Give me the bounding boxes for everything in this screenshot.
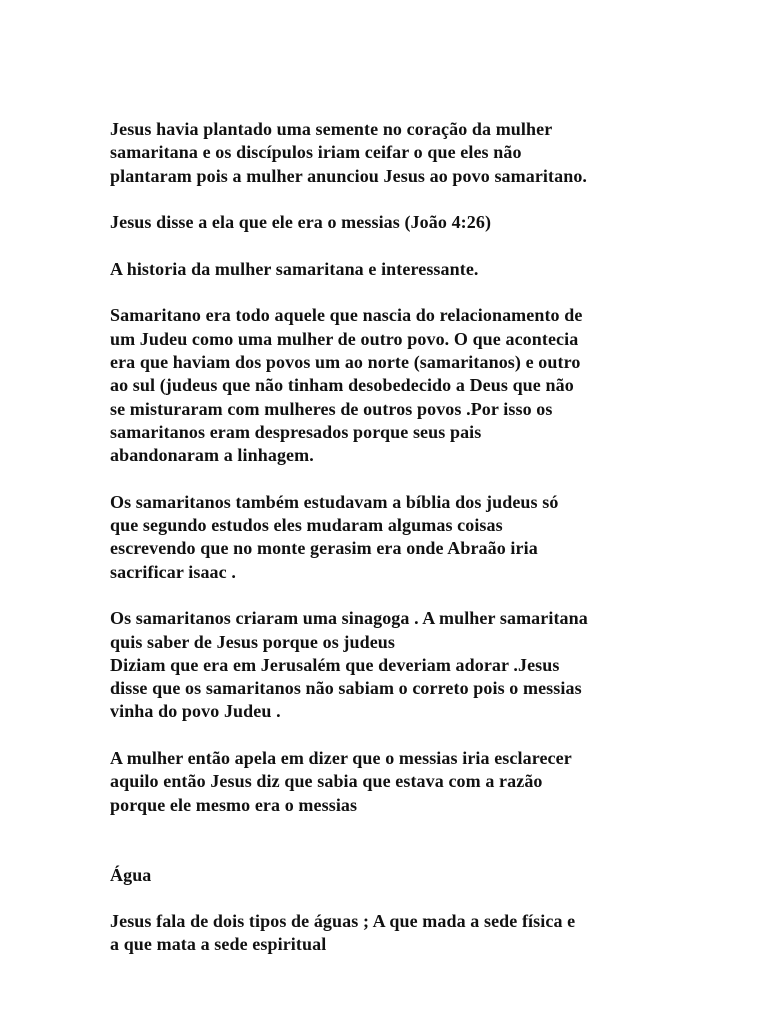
text-line: escrevendo que no monte gerasim era onde Abraão iria	[110, 538, 538, 559]
text-line: que segundo estudos eles mudaram algumas coisas	[110, 515, 503, 536]
text-line: Os samaritanos criaram uma sinagoga . A mulher samaritana	[110, 608, 588, 629]
paragraph-6	[110, 607, 670, 723]
paragraph-3	[110, 258, 670, 281]
text-line: samaritanos eram despresados porque seus pais	[110, 421, 482, 442]
text-line: samaritana e os discípulos iriam ceifar o que eles não	[110, 142, 522, 163]
text-line: Diziam que era em Jerusalém que deveriam adorar .Jesus	[110, 654, 560, 675]
paragraph-5	[110, 491, 670, 584]
text-line: Jesus fala de dois tipos de águas ; A que mada a sede física e	[110, 911, 576, 932]
paragraph-4	[110, 304, 670, 467]
text-line: plantaram pois a mulher anunciou Jesus ao povo samaritano.	[110, 165, 588, 186]
text-line: aquilo então Jesus diz que sabia que estava com a razão	[110, 771, 543, 792]
text-line: vinha do povo Judeu .	[110, 701, 281, 722]
text-line: disse que os samaritanos não sabiam o correto pois o messias	[110, 678, 582, 699]
paragraph-2	[110, 211, 670, 234]
section-heading-agua	[110, 864, 670, 887]
text-line: quis saber de Jesus porque os judeus	[110, 631, 396, 652]
text-line: Jesus havia plantado uma semente no coração da mulher	[110, 119, 553, 139]
text-line: sacrificar isaac .	[110, 561, 236, 582]
text-line: a que mata a sede espiritual	[110, 934, 327, 955]
text-line: um Judeu como uma mulher de outro povo. O que acontecia	[110, 328, 579, 349]
heading-text: Água	[110, 864, 152, 885]
document-body	[110, 118, 670, 980]
text-line: era que haviam dos povos um ao norte (samaritanos) e outro	[110, 351, 581, 372]
text-line: se misturaram com mulheres de outros povos .Por isso os	[110, 398, 553, 419]
text-line: abandonaram a linhagem.	[110, 445, 314, 466]
text-line: Os samaritanos também estudavam a bíblia dos judeus só	[110, 491, 559, 512]
blank-line	[110, 840, 670, 863]
paragraph-9	[110, 910, 670, 957]
text-line: A mulher então apela em dizer que o messias iria esclarecer	[110, 748, 572, 769]
paragraph-7	[110, 747, 670, 817]
text-line: Jesus disse a ela que ele era o messias (João 4:26)	[110, 212, 492, 233]
text-line: ao sul (judeus que não tinham desobedecido a Deus que não	[110, 375, 574, 396]
paragraph-1	[110, 118, 670, 188]
text-line: A historia da mulher samaritana e interessante.	[110, 258, 479, 279]
text-line: Samaritano era todo aquele que nascia do relacionamento de	[110, 305, 583, 326]
text-line: porque ele mesmo era o messias	[110, 794, 358, 815]
